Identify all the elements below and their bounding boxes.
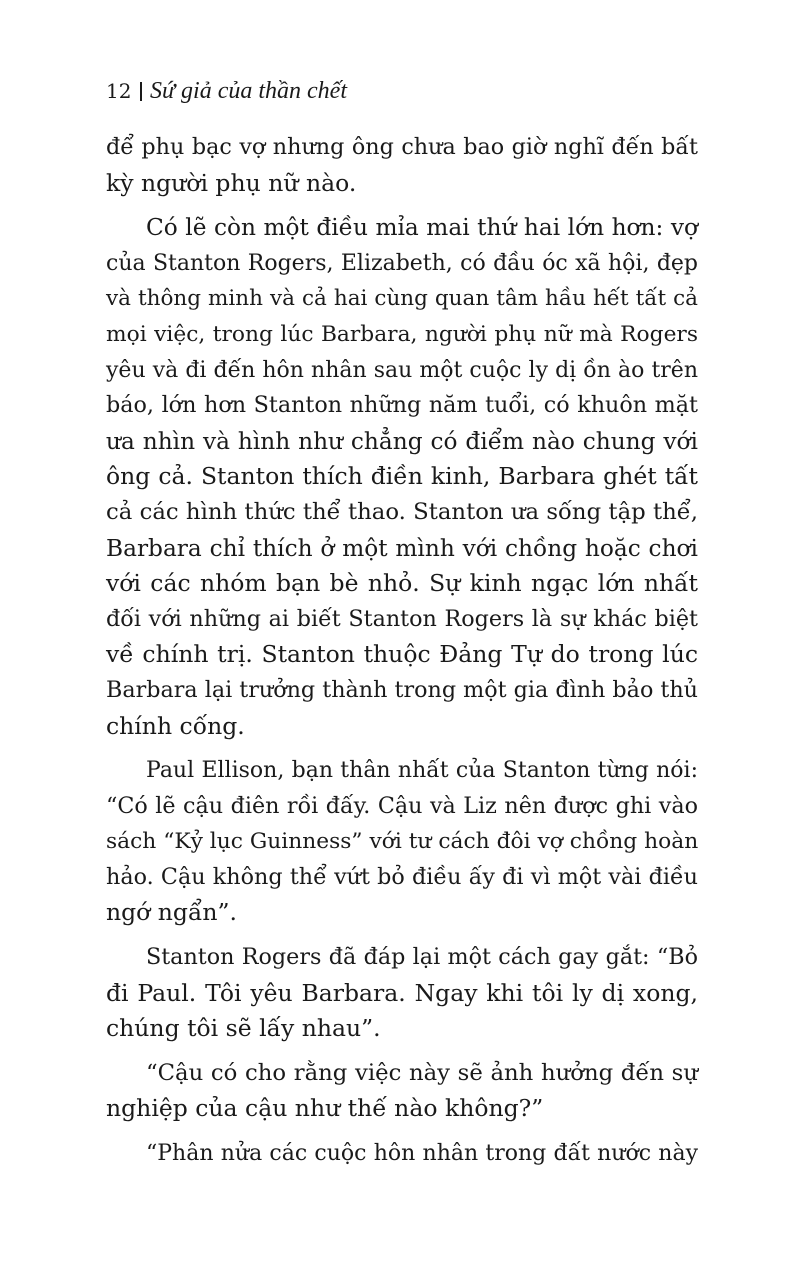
page-number: 12 (106, 79, 132, 103)
text-line: đi Paul. Tôi yêu Barbara. Ngay khi tôi ly dị xong, (106, 978, 698, 1007)
book-title: Sứ giả của thần chết (149, 77, 348, 104)
text-line: chính cống. (106, 711, 245, 740)
text-line: yêu và đi đến hôn nhân sau một cuộc ly dị ồn ào trên (106, 357, 698, 383)
text-line: với các nhóm bạn bè nhỏ. Sự kinh ngạc lớn nhất (106, 569, 698, 598)
body-text (106, 130, 698, 1172)
header-separator (140, 82, 142, 101)
text-line: Barbara chỉ thích ở một mình với chồng hoặc chơi (106, 534, 698, 562)
text-line: sách “Kỷ lục Guinness” với tư cách đôi vợ chồng hoàn (106, 829, 699, 855)
text-line: ưa nhìn và hình như chẳng có điểm nào chung với (106, 427, 698, 455)
text-line: và thông minh và cả hai cùng quan tâm hầu hết tất cả (106, 286, 698, 312)
text-line: cả các hình thức thể thao. Stanton ưa sống tập thể, (106, 498, 698, 525)
text-line: Paul Ellison, bạn thân nhất của Stanton từng nói: (146, 758, 698, 784)
running-header (106, 76, 347, 106)
text-line: của Stanton Rogers, Elizabeth, có đầu óc xã hội, đẹp (106, 250, 698, 276)
text-line: báo, lớn hơn Stanton những năm tuổi, có khuôn mặt (106, 392, 698, 419)
text-line: Barbara lại trưởng thành trong một gia đình bảo thủ (106, 676, 699, 703)
text-line: “Có lẽ cậu điên rồi đấy. Cậu và Liz nên được ghi vào (106, 792, 698, 819)
text-line: mọi việc, trong lúc Barbara, người phụ nữ mà Rogers (106, 321, 698, 347)
text-line: để phụ bạc vợ nhưng ông chưa bao giờ nghĩ đến bất (106, 134, 698, 160)
text-line: “Phân nửa các cuộc hôn nhân trong đất nước này (146, 1141, 698, 1167)
text-line: ông cả. Stanton thích điền kinh, Barbara ghét tất (106, 462, 698, 491)
text-line: Có lẽ còn một điều mỉa mai thứ hai lớn hơn: vợ (146, 214, 698, 242)
text-line: hảo. Cậu không thể vứt bỏ điều ấy đi vì một vài điều (106, 863, 698, 890)
text-line: Stanton Rogers đã đáp lại một cách gay gắt: “Bỏ (146, 944, 698, 971)
text-line: “Cậu có cho rằng việc này sẽ ảnh hưởng đến sự (146, 1059, 698, 1086)
text-line: đối với những ai biết Stanton Rogers là sự khác biệt (106, 605, 698, 632)
text-line: ngớ ngẩn”. (106, 898, 237, 927)
text-line: kỳ người phụ nữ nào. (106, 168, 357, 197)
text-line: chúng tôi sẽ lấy nhau”. (106, 1014, 381, 1043)
text-line: nghiệp của cậu như thế nào không?” (106, 1094, 544, 1123)
text-line: về chính trị. Stanton thuộc Đảng Tự do trong lúc (106, 640, 698, 669)
